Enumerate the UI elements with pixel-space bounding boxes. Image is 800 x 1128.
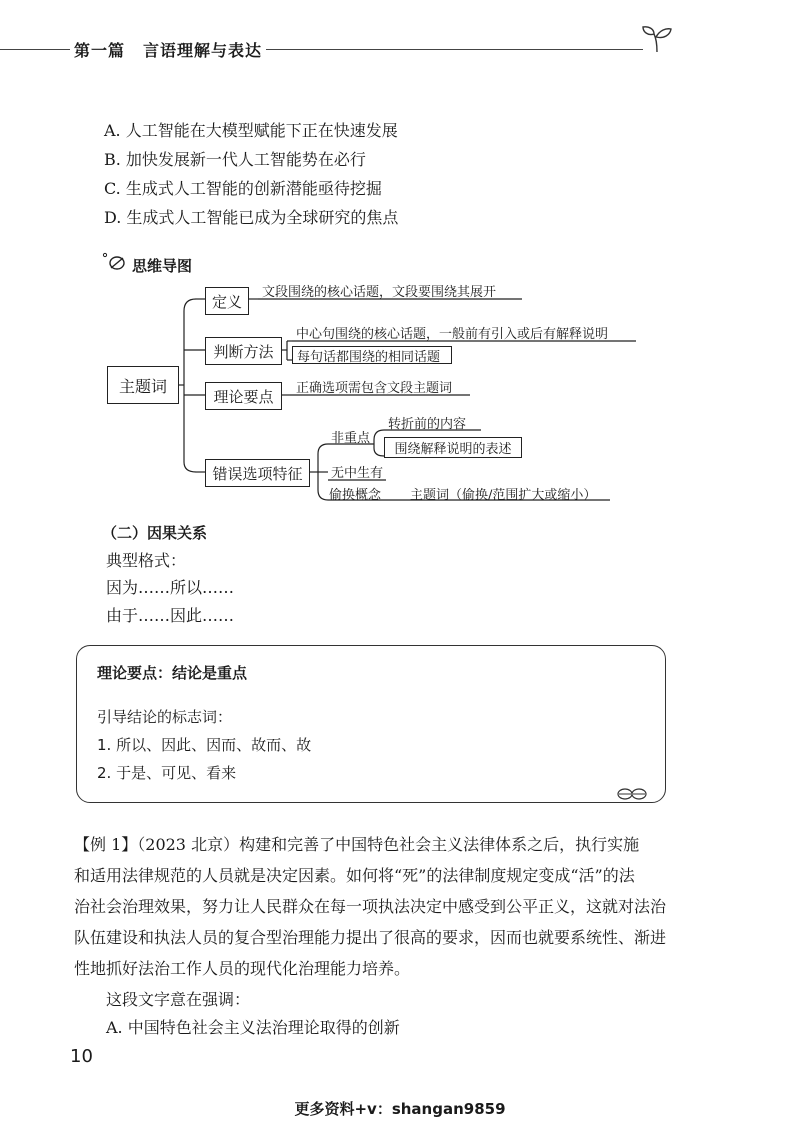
format-line-2: 由于……因此…… xyxy=(106,606,235,625)
example-line-2: 和适用法律规范的人员就是决定因素。如何将“死”的法律制度规定变成“活”的法 xyxy=(74,866,635,885)
option-a: A. 人工智能在大模型赋能下正在快速发展 xyxy=(104,121,398,140)
theory-box-subtitle: 引导结论的标志词： xyxy=(97,708,233,726)
example-line-5: 性地抓好法治工作人员的现代化治理能力培养。 xyxy=(74,959,411,978)
branch-theory: 理论要点 xyxy=(205,382,282,410)
section2-title: （二）因果关系 xyxy=(102,524,208,542)
theory-text: 正确选项需包含文段主题词 xyxy=(296,381,453,396)
theory-box-title: 理论要点：结论是重点 xyxy=(97,664,248,682)
errors-non-key: 非重点 xyxy=(331,431,371,446)
method-item-1: 中心句围绕的核心话题，一般前有引入或后有解释说明 xyxy=(296,327,609,342)
option-c: C. 生成式人工智能的创新潜能亟待挖掘 xyxy=(104,179,382,198)
non-key-item-2: 围绕解释说明的表述 xyxy=(384,437,522,458)
errors-fabricated: 无中生有 xyxy=(331,466,384,481)
header-title: 言语理解与表达 xyxy=(143,41,263,60)
header-part: 第一篇 xyxy=(74,41,126,60)
non-key-item-1: 转折前的内容 xyxy=(388,417,467,432)
errors-swap: 偷换概念 xyxy=(329,488,382,503)
example-question: 这段文字意在强调： xyxy=(106,990,251,1009)
example-line-1: 【例 1】（2023 北京）构建和完善了中国特色社会主义法律体系之后，执行实施 xyxy=(74,835,640,854)
option-d: D. 生成式人工智能已成为全球研究的焦点 xyxy=(104,208,399,227)
footer-text: 更多资料+v：shangan9859 xyxy=(294,1100,506,1118)
example-line-3: 治社会治理效果，努力让人民群众在每一项执法决定中感受到公平正义，这就对法治 xyxy=(74,897,667,916)
mindmap-heading: 思维导图 xyxy=(132,257,193,275)
example-option-a: A. 中国特色社会主义法治理论取得的创新 xyxy=(106,1018,400,1037)
swap-detail: 主题词（偷换/范围扩大或缩小） xyxy=(410,488,597,503)
theory-box-item-2: 2. 于是、可见、看来 xyxy=(97,764,237,782)
definition-text: 文段围绕的核心话题，文段要围绕其展开 xyxy=(262,285,497,300)
leaves-icon xyxy=(616,786,648,802)
branch-errors: 错误选项特征 xyxy=(205,459,310,487)
theory-box-item-1: 1. 所以、因此、因而、故而、故 xyxy=(97,736,312,754)
method-item-2: 每句话都围绕的相同话题 xyxy=(292,346,452,364)
page-number: 10 xyxy=(70,1046,93,1067)
theory-box xyxy=(76,645,666,803)
format-label: 典型格式： xyxy=(106,551,187,570)
example-line-4: 队伍建设和执法人员的复合型治理能力提出了很高的要求，因而也就要系统性、渐进 xyxy=(74,928,667,947)
branch-definition: 定义 xyxy=(205,287,249,315)
branch-method: 判断方法 xyxy=(205,337,282,365)
format-line-1: 因为……所以…… xyxy=(106,578,235,597)
mindmap-root: 主题词 xyxy=(107,366,179,404)
option-b: B. 加快发展新一代人工智能势在必行 xyxy=(104,150,366,169)
